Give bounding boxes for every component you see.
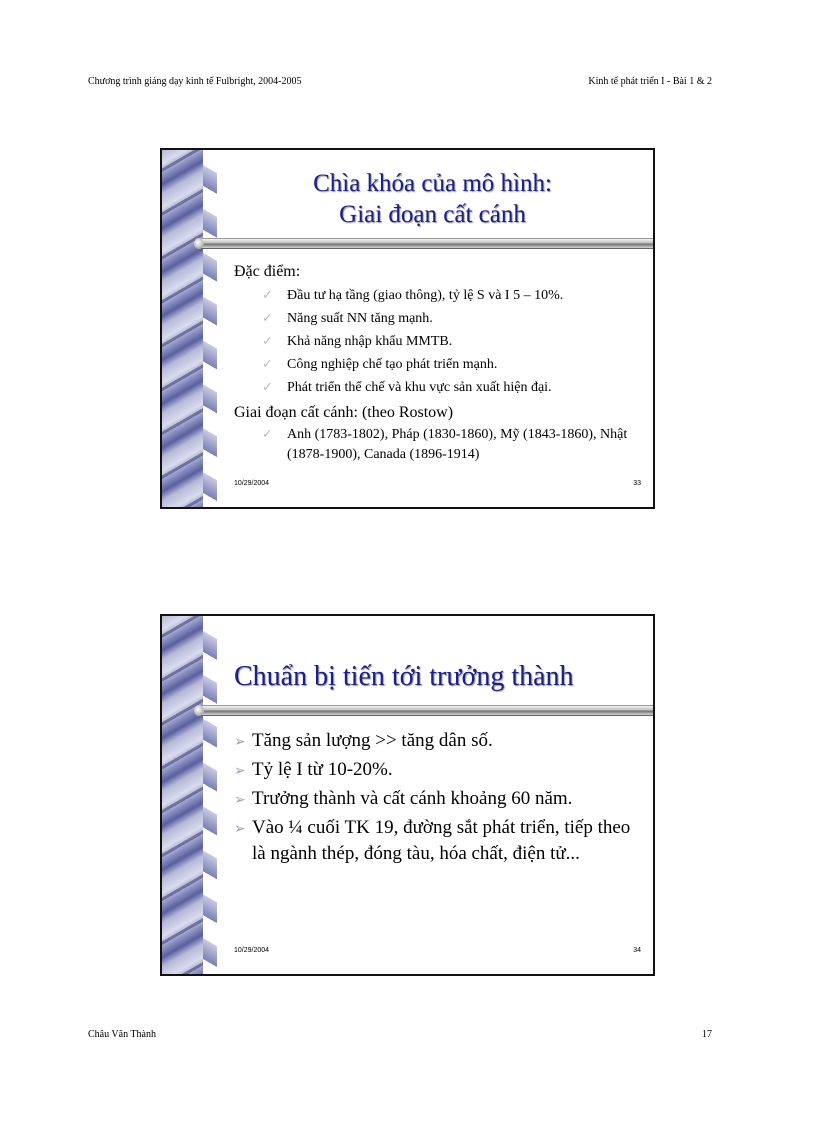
slide-number: 34 [633, 947, 641, 954]
checkmark-icon: ✓ [262, 334, 273, 349]
arrow-bullet-icon: ➢ [234, 821, 246, 837]
slide-date: 10/29/2004 [234, 480, 270, 487]
bullet-list [234, 728, 643, 867]
list-item: ✓ Anh (1783-1802), Pháp (1830-1860), Mỹ (1843-1860), Nhật (1878-1900), Canada (1896-1914) [262, 427, 628, 462]
slide-date: 10/29/2004 [234, 947, 270, 954]
slide-title-line2: Giai đoạn cất cánh [339, 201, 526, 228]
section-label: Đặc điểm: [234, 263, 301, 280]
checkmark-icon: ✓ [262, 288, 273, 303]
slide-title [222, 168, 643, 230]
list-item: ✓ Phát triển thể chế và khu vực sản xuất hiện đại. [262, 376, 643, 399]
decorative-rod [200, 238, 653, 249]
checkmark-icon: ✓ [262, 380, 273, 395]
list-item: ➢ Tăng sản lượng >> tăng dân số. [234, 728, 643, 754]
arrow-bullet-icon: ➢ [234, 792, 246, 808]
slide-content [234, 262, 643, 469]
decorative-rod [200, 705, 653, 716]
slide-34 [160, 614, 655, 976]
decorative-spine [162, 150, 217, 507]
list-item: ✓ Đầu tư hạ tầng (giao thông), tỷ lệ S và I 5 – 10%. [262, 284, 643, 307]
decorative-spine [162, 616, 217, 974]
list-item: ➢ Vào ¼ cuối TK 19, đường sắt phát triển, tiếp theo là ngành thép, đóng tàu, hóa chất, điện tử... [234, 817, 631, 864]
page-number: 17 [702, 1029, 712, 1040]
list-item: ➢ Tỷ lệ I từ 10-20%. [234, 757, 643, 783]
list-item: ➢ Trưởng thành và cất cánh khoảng 60 năm. [234, 786, 643, 812]
page-header-right: Kinh tế phát triển I - Bài 1 & 2 [588, 76, 712, 87]
slide-content [234, 728, 643, 870]
page-header-left: Chương trình giảng dạy kinh tế Fulbright, 2004-2005 [88, 76, 302, 87]
characteristics-list [262, 284, 643, 399]
slide-title: Chuẩn bị tiến tới trưởng thành [234, 661, 574, 692]
section-label: Giai đoạn cất cánh: (theo Rostow) [234, 404, 454, 421]
list-item: ✓ Công nghiệp chế tạo phát triển mạnh. [262, 353, 643, 376]
arrow-bullet-icon: ➢ [234, 763, 246, 779]
list-item: ✓ Năng suất NN tăng mạnh. [262, 307, 643, 330]
slide-number: 33 [633, 480, 641, 487]
takeoff-list [262, 425, 643, 465]
checkmark-icon: ✓ [262, 357, 273, 372]
checkmark-icon: ✓ [262, 311, 273, 326]
arrow-bullet-icon: ➢ [234, 734, 246, 750]
list-item: ✓ Khả năng nhập khẩu MMTB. [262, 330, 643, 353]
checkmark-icon: ✓ [262, 427, 273, 442]
page-footer-author: Châu Văn Thành [88, 1029, 156, 1040]
slide-title-line1: Chìa khóa của mô hình: [313, 170, 552, 197]
slide-33 [160, 148, 655, 509]
